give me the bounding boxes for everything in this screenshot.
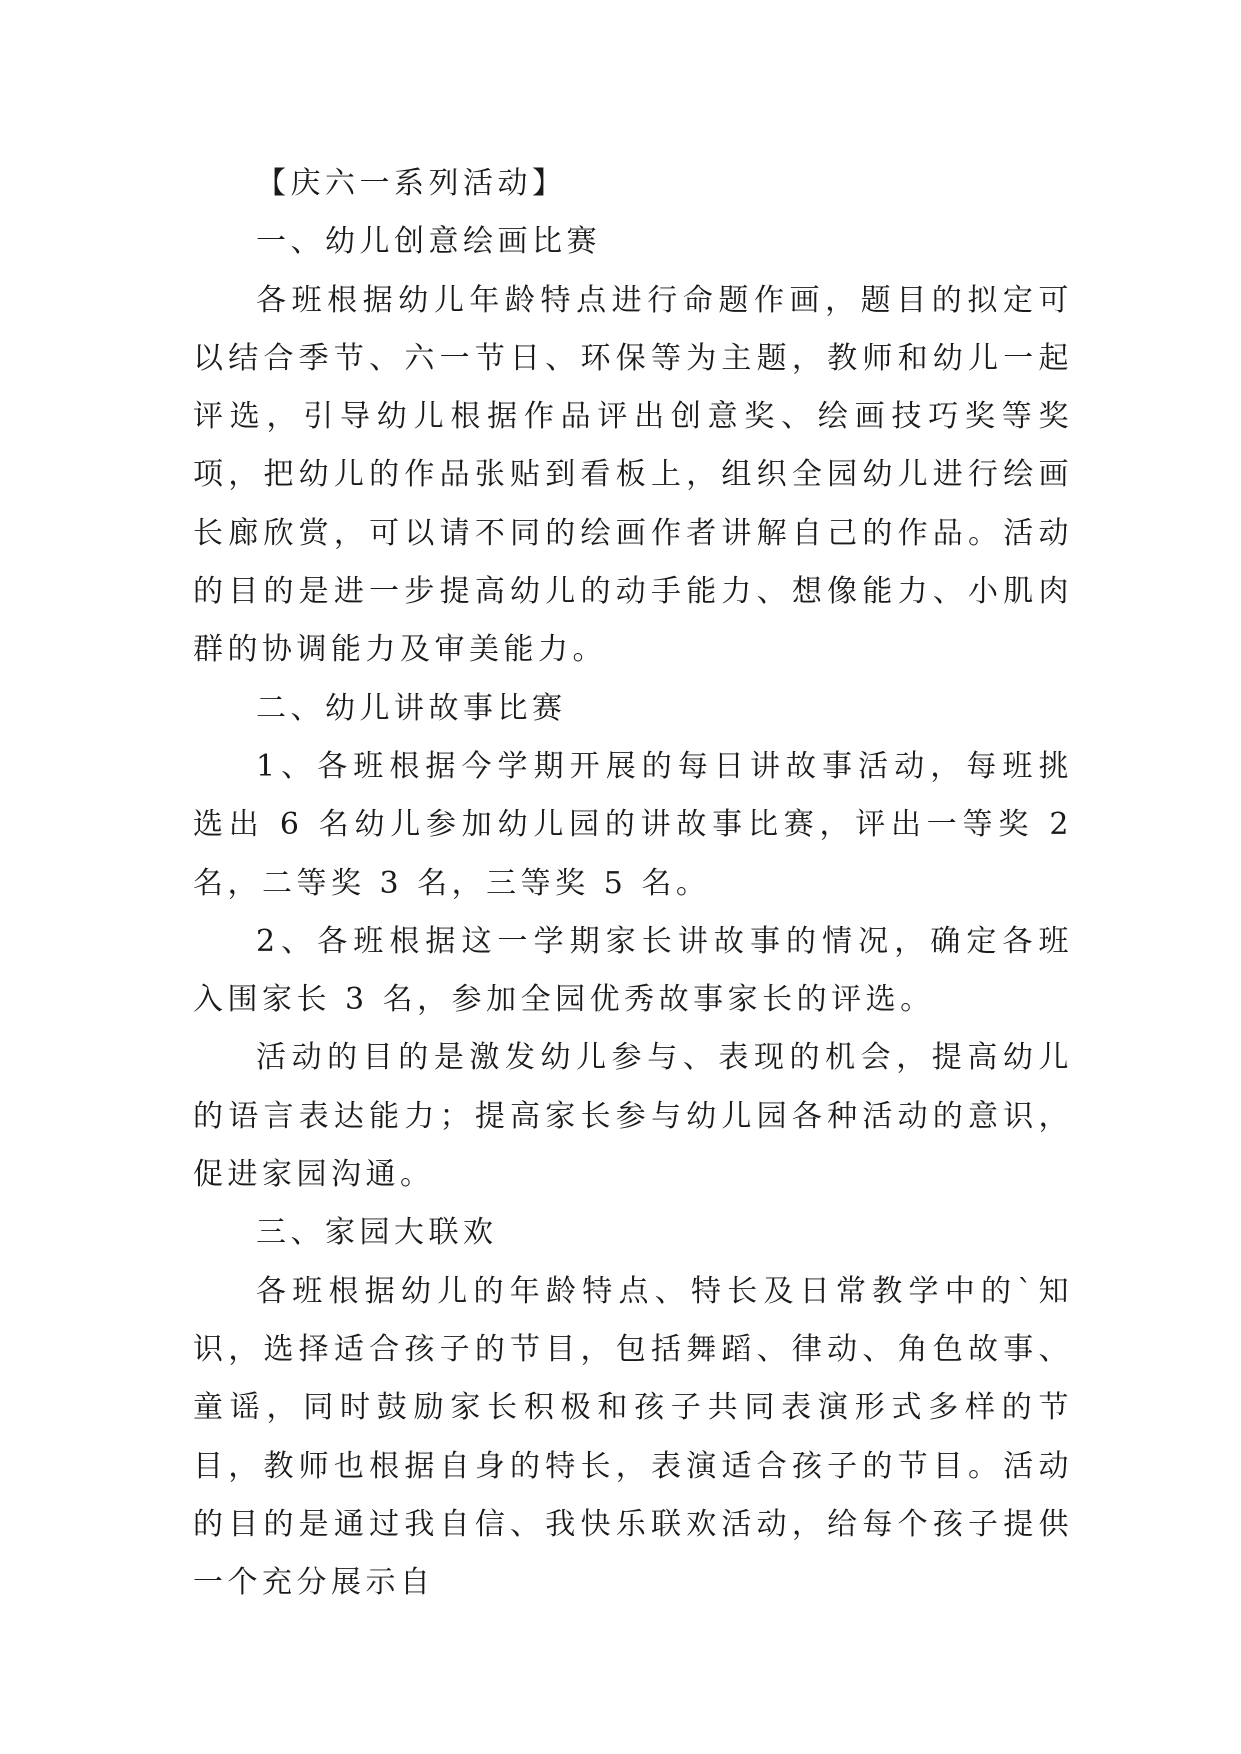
- document-body: [193, 155, 1073, 1612]
- section-heading: 一、幼儿创意绘画比赛: [256, 224, 601, 260]
- paragraph: 活动的目的是激发幼儿参与、表现的机会，提高幼儿的语言表达能力；提高家长参与幼儿园各种活动的意识，促进家园沟通。: [193, 1040, 1073, 1193]
- paragraph: 各班根据幼儿年龄特点进行命题作画，题目的拟定可以结合季节、六一节日、环保等为主题，教师和幼儿一起评选，引导幼儿根据作品评出创意奖、绘画技巧奖等奖项，把幼儿的作品张贴到看板上，组织全园幼儿进行绘画长廊欣赏，可以请不同的绘画作者讲解自己的作品。活动的目的是进一步提高幼儿的动手能力、想像能力、小肌肉群的协调能力及审美能力。: [193, 282, 1073, 668]
- paragraph: 各班根据幼儿的年龄特点、特长及日常教学中的`知识，选择适合孩子的节目，包括舞蹈、律动、角色故事、童谣，同时鼓励家长积极和孩子共同表演形式多样的节目，教师也根据自身的特长，表演适合孩子的节目。活动的目的是通过我自信、我快乐联欢活动，给每个孩子提供一个充分展示自: [193, 1273, 1073, 1601]
- document-title: 【庆六一系列活动】: [256, 166, 567, 201]
- section-heading: 二、幼儿讲故事比赛: [256, 690, 567, 726]
- paragraph: 1、各班根据今学期开展的每日讲故事活动，每班挑选出 6 名幼儿参加幼儿园的讲故事比赛，评出一等奖 2 名，二等奖 3 名，三等奖 5 名。: [193, 748, 1073, 901]
- paragraph: 2、各班根据这一学期家长讲故事的情况，确定各班入围家长 3 名，参加全园优秀故事家长的评选。: [193, 923, 1073, 1018]
- section-heading: 三、家园大联欢: [256, 1215, 498, 1251]
